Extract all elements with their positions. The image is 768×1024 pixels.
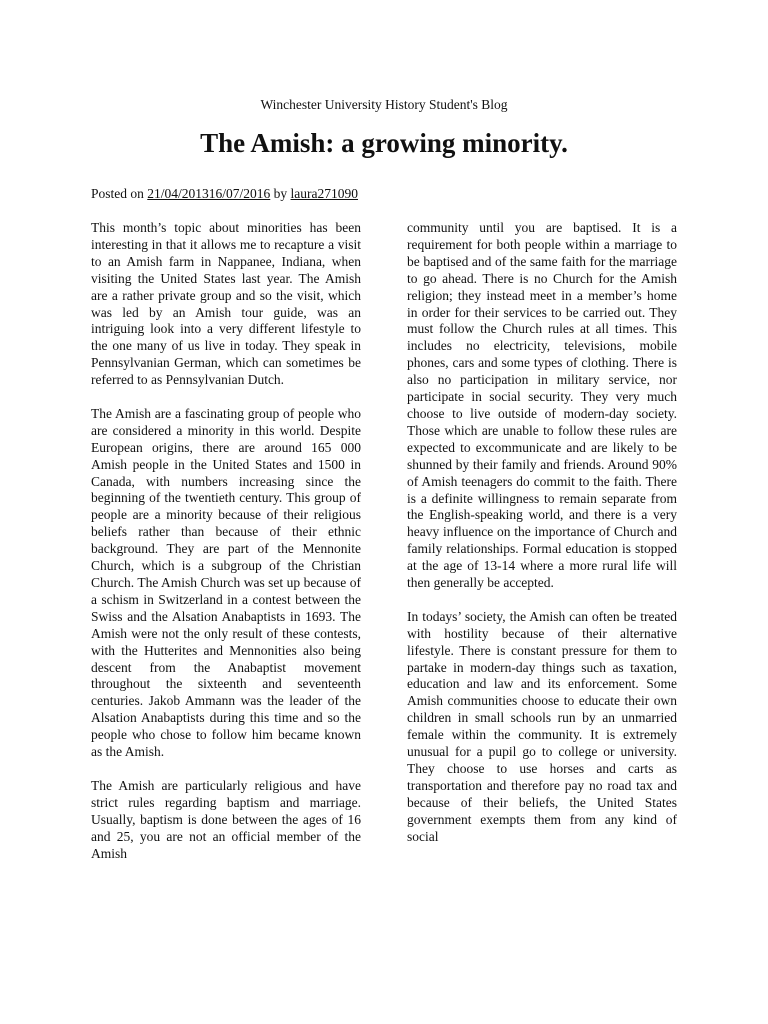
paragraph: The Amish are particularly religious and have strict rules regarding baptism and marriage. Usually, baptism is done between the ages of 16 and 25, you are not an official member of the Amish <box>91 777 361 861</box>
article-column-right <box>407 220 677 862</box>
article-column-left <box>91 220 361 879</box>
paragraph: The Amish are a fascinating group of people who are considered a minority in this world. Despite European origins, there are around 165 000 Amish people in the United States and 1500 in Canada, with numbers increasing since the beginning of the twentieth century. This group of people are a minority because of their religious beliefs rather than because of their ethnic background. They are part of the Mennonite Church, which is a subgroup of the Christian Church. The Amish Church was set up because of a schism in Switzerland in a contest between the Swiss and the Alsation Anabaptists in 1693. The Amish were not the only result of these contests, with the Hutterites and Mennonities also being descent from the Anabaptist movement throughout the sixteenth and seventeenth centuries. Jakob Ammann was the leader of the Alsation Anabaptists during this time and so the people who chose to follow him became known as the Amish. <box>91 405 361 760</box>
posted-on-label: Posted on <box>91 186 144 201</box>
post-meta <box>91 185 358 203</box>
blog-name: Winchester University History Student's Blog <box>260 97 508 112</box>
paragraph: In todays’ society, the Amish can often be treated with hostility because of their alternative lifestyle. There is constant pressure for them to partake in modern-day things such as taxation, education and law and its enforcement. Some Amish communities choose to educate their own children in small schools run by an unmarried female within the community. It is extremely unusual for a pupil go to college or university. They choose to use horses and carts as transportation and therefore pay no road tax and because of their beliefs, the United States government exempts them from any kind of social <box>407 608 677 844</box>
by-label: by <box>273 186 288 201</box>
paragraph: community until you are baptised. It is a requirement for both people within a marriage to be baptised and of the same faith for the marriage to go ahead. There is no Church for the Amish religion; they instead meet in a member’s home in order for their services to be carried out. They must follow the Church rules at all times. This includes no electricity, televisions, mobile phones, cars and some types of clothing. There is also no participation in military service, nor participate in social security. They very much choose to live outside of modern-day society. Those which are unable to follow these rules are expected to excommunicate and are likely to be shunned by their family and friends. Around 90% of Amish teenagers do commit to the faith. There is a definite willingness to remain separate from the English-speaking world, and there is a very heavy influence on the importance of Church and family relationships. Formal education is stopped at the age of 13-14 where a more rural life will then generally be accepted. <box>407 220 677 591</box>
author-link[interactable]: laura271090 <box>290 186 359 201</box>
post-date-link[interactable]: 21/04/201316/07/2016 <box>147 186 271 201</box>
paragraph: This month’s topic about minorities has been interesting in that it allows me to recapture a visit to an Amish farm in Nappanee, Indiana, when visiting the United States last year. The Amish are a rather private group and so the visit, which was led by an Amish tour guide, was an intriguing look into a very different lifestyle to the one many of us live in today. They speak in Pennsylvanian German, which can sometimes be referred to as Pennsylvanian Dutch. <box>91 220 361 388</box>
page-title: The Amish: a growing minority. <box>200 128 568 158</box>
